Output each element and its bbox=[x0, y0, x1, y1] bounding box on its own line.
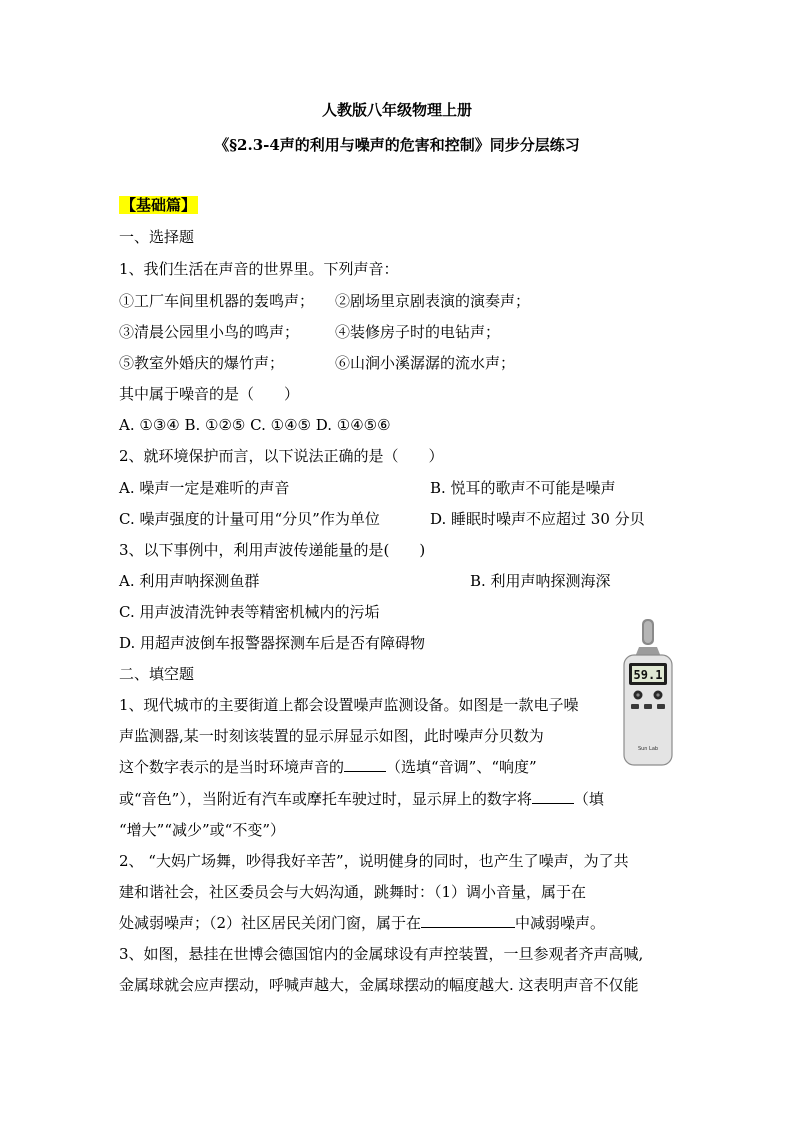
fill-q1-line3-tail: （选填“音调”、“响度” bbox=[386, 758, 537, 776]
meter-reading: 59.1 bbox=[633, 668, 663, 682]
q1-item-3: ③清晨公园里小鸟的鸣声； bbox=[119, 323, 300, 341]
q3-option-c: C. 用声波清洗钟表等精密机械内的污垢 bbox=[119, 603, 380, 621]
fill-q2-line2: 建和谐社会，社区委员会与大妈沟通，跳舞时：（1）调小音量，属于在 bbox=[119, 883, 587, 901]
fill-q1-line3-text: 这个数字表示的是当时环境声音的 bbox=[119, 758, 345, 776]
answer-blank-3[interactable] bbox=[421, 913, 515, 928]
fill-q3-line1: 3、如图，悬挂在世博会德国馆内的金属球设有声控装置，一旦参观者齐声高喊, bbox=[119, 945, 644, 963]
section-tag-label: 【基础篇】 bbox=[121, 196, 197, 214]
q1-item-6: ⑥山涧小溪潺潺的流水声； bbox=[335, 354, 516, 372]
fill-q3-line2: 金属球就会应声摆动，呼喊声越大，金属球摆动的幅度越大. 这表明声音不仅能 bbox=[119, 976, 639, 994]
meter-button-1 bbox=[631, 704, 639, 709]
q2-option-a: A. 噪声一定是难听的声音 bbox=[119, 479, 290, 497]
noise-meter-drawing bbox=[621, 617, 675, 767]
doc-title: 人教版八年级物理上册 bbox=[321, 101, 472, 119]
q3-stem: 3、以下事例中，利用声波传递能量的是( ) bbox=[119, 541, 426, 559]
fill-q1-line4-tail: （填 bbox=[573, 790, 604, 808]
fill-q1-line4-text: 或“音色”），当附近有汽车或摩托车驶过时，显示屏上的数字将 bbox=[119, 790, 532, 808]
q1-item-4: ④装修房子时的电钻声； bbox=[335, 323, 501, 341]
q1-question: 其中属于噪音的是（ ） bbox=[119, 385, 300, 403]
noise-meter-image bbox=[621, 617, 675, 767]
fill-q1-line2: 声监测器,某一时刻该装置的显示屏显示如图，此时噪声分贝数为 bbox=[119, 727, 544, 745]
meter-button-3 bbox=[657, 704, 665, 709]
part2-heading: 二、填空题 bbox=[119, 665, 195, 683]
q1-stem: 1、我们生活在声音的世界里。下列声音： bbox=[119, 260, 399, 278]
q2-option-b: B. 悦耳的歌声不可能是噪声 bbox=[430, 479, 616, 497]
section-tag bbox=[119, 195, 198, 215]
fill-q2-line1: 2、 “大妈广场舞，吵得我好辛苦”，说明健身的同时，也产生了噪声，为了共 bbox=[119, 852, 629, 870]
q3-option-b: B. 利用声呐探测海深 bbox=[470, 572, 611, 590]
fill-q1-line5: “增大”“减少”或“不变”） bbox=[119, 821, 286, 839]
meter-brand: Sun Lab bbox=[637, 746, 659, 752]
q2-option-d: D. 睡眠时噪声不应超过 30 分贝 bbox=[430, 510, 645, 528]
doc-subtitle: 《§2.3-4声的利用与噪声的危害和控制》同步分层练习 bbox=[214, 136, 580, 154]
q1-item-1: ①工厂车间里机器的轰鸣声； bbox=[119, 292, 315, 310]
fill-q1-line4 bbox=[119, 789, 604, 809]
q1-item-5: ⑤教室外婚庆的爆竹声； bbox=[119, 354, 285, 372]
part1-heading: 一、选择题 bbox=[119, 228, 195, 246]
fill-q2-line3 bbox=[119, 913, 605, 933]
q2-option-c: C. 噪声强度的计量可用“分贝”作为单位 bbox=[119, 510, 380, 528]
fill-q1-line3 bbox=[119, 757, 537, 777]
q3-option-d: D. 用超声波倒车报警器探测车后是否有障碍物 bbox=[119, 634, 426, 652]
meter-button-2 bbox=[644, 704, 652, 709]
answer-blank-1[interactable] bbox=[344, 757, 386, 772]
q2-stem: 2、就环境保护而言，以下说法正确的是（ ） bbox=[119, 447, 444, 465]
q3-option-a: A. 利用声呐探测鱼群 bbox=[119, 572, 260, 590]
q1-item-2: ②剧场里京剧表演的演奏声； bbox=[335, 292, 531, 310]
q1-options: A. ①③④ B. ①②⑤ C. ①④⑤ D. ①④⑤⑥ bbox=[119, 416, 391, 434]
fill-q2-line3-tail: 中减弱噪声。 bbox=[515, 914, 606, 932]
fill-q2-line3-text: 处减弱噪声；（2）社区居民关闭门窗，属于在 bbox=[119, 914, 422, 932]
answer-blank-2[interactable] bbox=[532, 789, 574, 804]
fill-q1-line1: 1、现代城市的主要街道上都会设置噪声监测设备。如图是一款电子噪 bbox=[119, 696, 579, 714]
